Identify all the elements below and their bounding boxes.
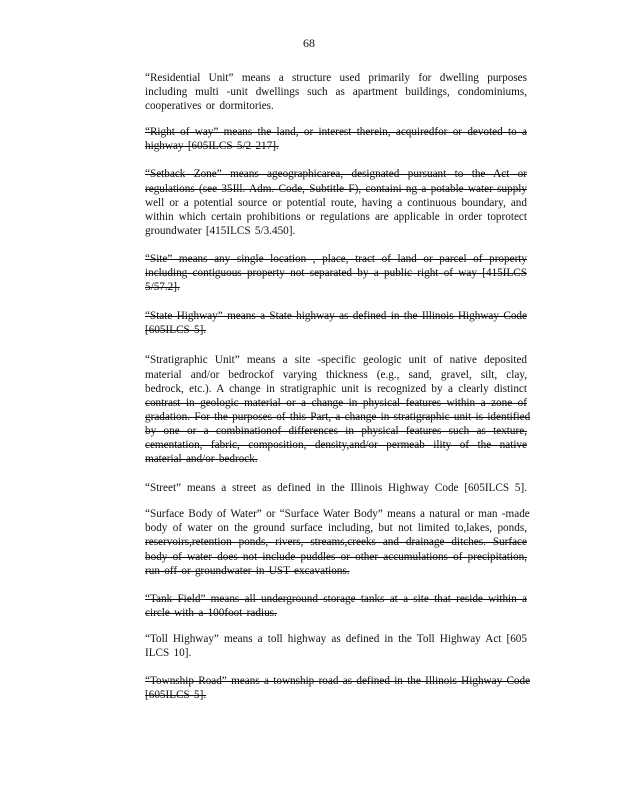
definition-line: “Street” means a street as defined in the Illinois Highway Code [605ILCS 5]. — [145, 482, 527, 495]
definition-line: 5/57.2]. — [145, 281, 180, 294]
definition-line: ILCS 10]. — [145, 647, 192, 659]
definition-line: well or a potential source or potential route, having a continuous boundary, and — [145, 196, 527, 209]
definition-line: groundwater [415ILCS 5/3.450]. — [145, 224, 296, 237]
definition-stratigraphic-unit — [145, 353, 531, 466]
definition-line: including multi -unit dwellings such as apartment buildings, condominiums, — [145, 86, 527, 99]
definition-township-road — [145, 674, 531, 702]
definition-line: gradation. For the purposes of this Part, a change in stratigraphic unit is identified — [145, 410, 531, 423]
definition-surface-body-of-water — [145, 507, 530, 577]
definition-line: “Site” means any single location , place, tract of land or parcel of property — [145, 252, 527, 265]
definition-line: cementation, fabric, composition, density,and/or permeab ility of the native — [145, 438, 527, 451]
definition-right-of-way — [145, 125, 527, 153]
definition-line: material and/or bedrock. — [145, 453, 258, 466]
definition-line: “Surface Body of Water” or “Surface Water Body” means a natural or man -made — [145, 508, 530, 521]
definition-site — [145, 252, 527, 294]
definition-line: “Setback Zone” means ageographicarea, designated pursuant to the Act or — [145, 168, 527, 181]
definition-line: “Residential Unit” means a structure used primarily for dwelling purposes — [145, 72, 527, 84]
page-number: 68 — [303, 36, 315, 50]
definition-line: “Stratigraphic Unit” means a site -specific geologic unit of native deposited — [145, 354, 527, 367]
definition-line: [605ILCS 5]. — [145, 324, 207, 337]
definition-line: [605ILCS 5]. — [145, 689, 207, 702]
definition-line: by one or a combinationof differences in physical features such as texture, — [145, 424, 527, 437]
definition-street — [145, 481, 527, 495]
definition-line: bedrock, etc.). A change in stratigraphic unit is recognized by a clearly distinct — [145, 382, 527, 395]
definition-residential-unit — [145, 71, 527, 113]
definition-line: body of water does not include puddles or other accumulations of precipitation, — [145, 550, 527, 563]
definition-line: “Toll Highway” means a toll highway as defined in the Toll Highway Act [605 — [145, 632, 527, 645]
definition-setback-zone — [145, 167, 527, 237]
definition-line: including contiguous property not separated by a public right of way [415ILCS — [145, 267, 527, 280]
definition-line: cooperatives or dormitories. — [145, 100, 274, 113]
definition-line: highway [605ILCS 5/2 217]. — [145, 140, 279, 153]
definition-state-highway — [145, 309, 527, 337]
definition-line: body of water on the ground surface including, but not limited to,lakes, ponds, — [145, 522, 527, 535]
definition-line: within which certain prohibitions or regulations are applicable in order toprotect — [145, 210, 527, 223]
definition-toll-highway — [145, 632, 527, 660]
definition-line: “Tank Field” means all underground storage tanks at a site that reside within a — [145, 592, 527, 605]
definition-line: regulations (see 35Ill. Adm. Code, Subtitle F), containi ng a potable water supply — [145, 182, 527, 195]
definitions-list — [145, 71, 531, 714]
definition-line: material and/or bedrockof varying thickness (e.g., sand, gravel, silt, clay, — [145, 368, 527, 381]
definition-line: contrast in geologic material or a change in physical features within a zone of — [145, 396, 527, 409]
definition-line: “State Highway” means a State highway as defined in the Illinois Highway Code — [145, 310, 527, 323]
definition-line: “Township Road” means a township road as defined in the Illinois Highway Code — [145, 675, 531, 688]
definition-line: “Right of way” means the land, or interest therein, acquiredfor or devoted to a — [145, 126, 527, 139]
definition-line: run off or groundwater in UST excavations. — [145, 564, 350, 577]
definition-line: circle with a 100foot radius. — [145, 606, 277, 619]
definition-tank-field — [145, 592, 527, 620]
definition-line: reservoirs,retention ponds, rivers, streams,creeks and drainage ditches. Surface — [145, 536, 527, 549]
